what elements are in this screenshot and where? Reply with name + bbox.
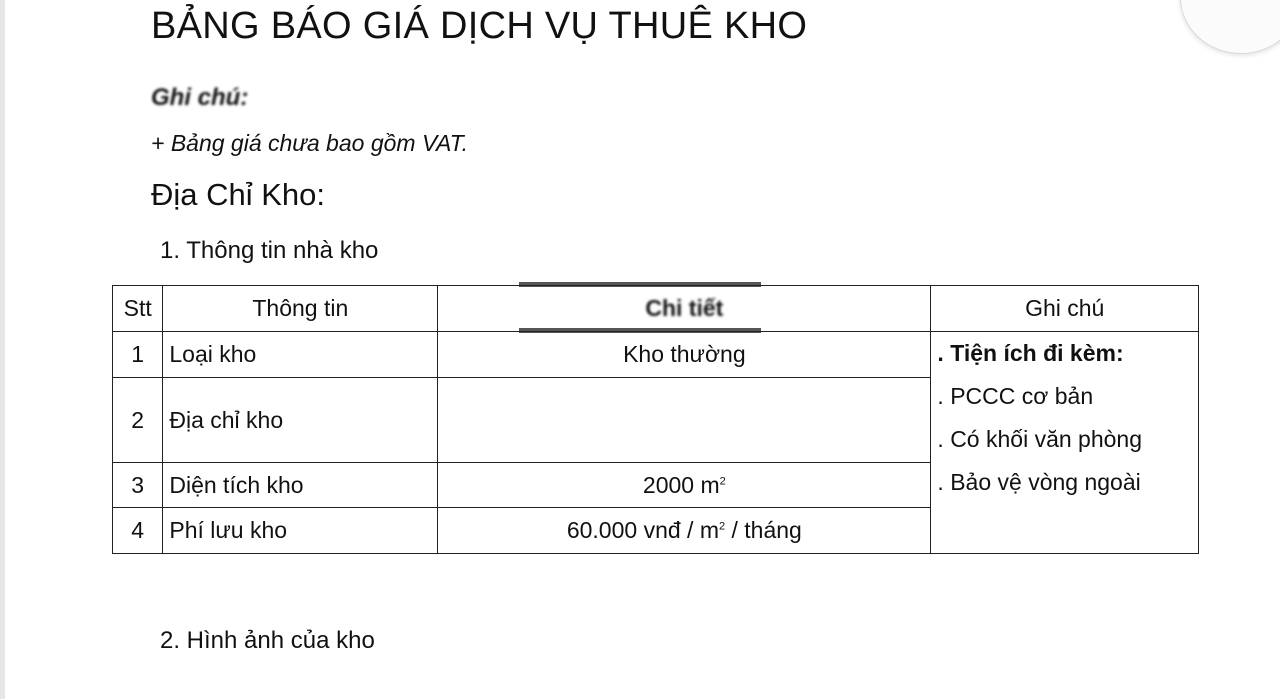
floating-action-button[interactable] [1180,0,1280,54]
row-stt: 3 [113,463,163,508]
note-item-fire-safety: . PCCC cơ bản [937,383,1094,409]
note-item-security: . Bảo vệ vòng ngoài [937,469,1141,495]
address-heading: Địa Chỉ Kho: [151,177,326,212]
notes-cell [931,332,1199,554]
row-detail [438,463,931,508]
header-notes: Ghi chú [931,286,1199,332]
note-heading: Ghi chú: [151,84,249,111]
vat-note: + Bảng giá chưa bao gồm VAT. [151,130,468,156]
row-stt: 4 [113,508,163,554]
row-info: Địa chỉ kho [163,378,438,463]
fee-unit-exponent: 2 [718,520,726,533]
table-row [113,332,1199,378]
note-item-office: . Có khối văn phòng [937,426,1143,452]
row-info: Diện tích kho [163,463,438,508]
document-title: BẢNG BÁO GIÁ DỊCH VỤ THUÊ KHO [151,5,808,47]
section-heading-warehouse-info: 1. Thông tin nhà kho [160,237,379,264]
area-unit-exponent: 2 [719,474,726,487]
fee-period: / tháng [725,517,802,543]
header-detail-label: Chi tiết [645,295,724,321]
row-info: Phí lưu kho [163,508,438,554]
row-detail: Kho thường [438,332,931,378]
page-edge [0,0,5,699]
header-info: Thông tin [163,286,438,332]
note-item-amenities: . Tiện ích đi kèm: [937,340,1124,366]
header-stt: Stt [113,286,163,332]
row-detail [438,508,931,554]
table-header-row [113,286,1199,332]
header-detail [438,286,931,332]
area-value: 2000 m [642,471,720,498]
row-stt: 1 [113,332,163,378]
row-detail [438,378,931,463]
section-heading-warehouse-images: 2. Hình ảnh của kho [160,627,375,654]
row-info: Loại kho [163,332,438,378]
fee-value: 60.000 vnđ / m [566,517,719,543]
row-stt: 2 [113,378,163,463]
warehouse-info-table [112,285,1199,554]
